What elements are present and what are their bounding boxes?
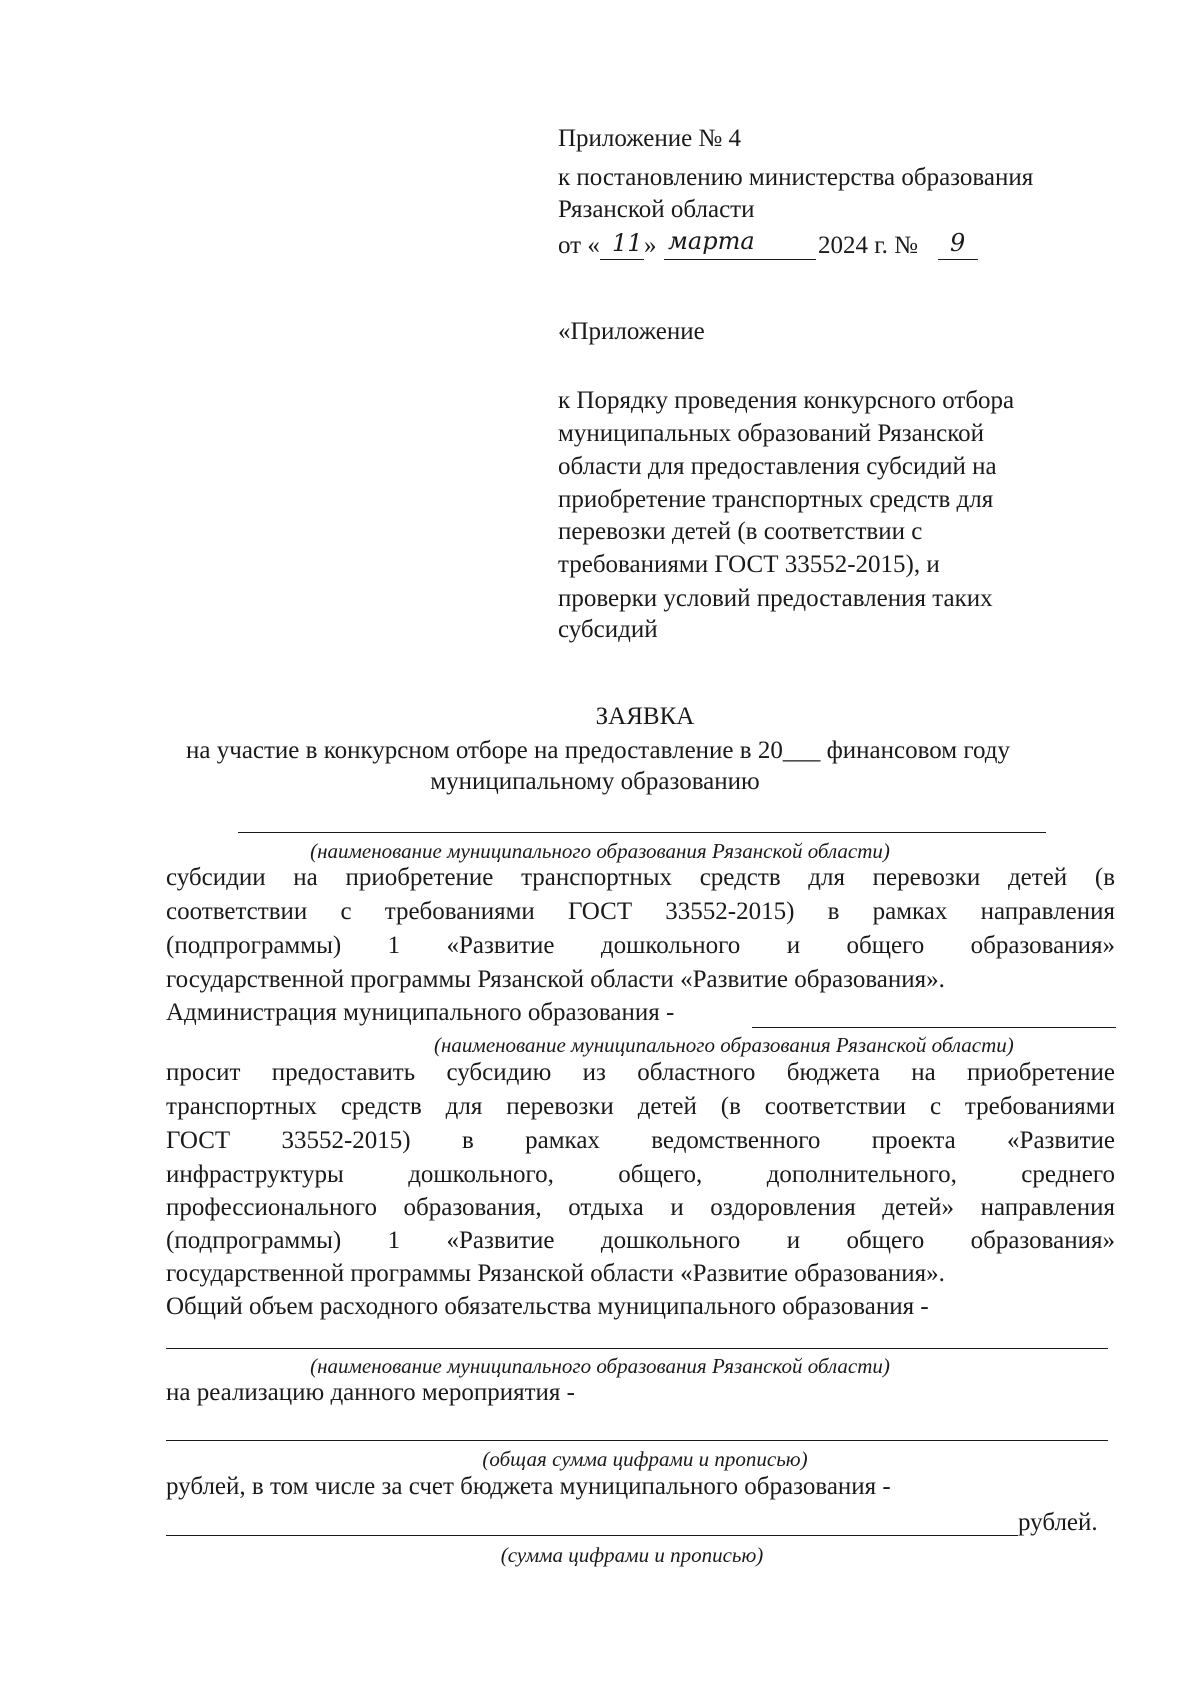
caption-mo-2: (наименование муниципального образования Рязанской области) [434, 1033, 1014, 1057]
mo-name-blank-1 [238, 832, 1046, 833]
header-date-year: 2024 г. № [818, 232, 919, 259]
handwritten-number: 9 [950, 229, 966, 257]
municipal-sum-blank [166, 1535, 1018, 1536]
handwritten-day: 11 [612, 229, 643, 257]
paragraph-1-last: государственной программы Рязанской области «Развитие образования». [166, 966, 945, 993]
header-line-2: к постановлению министерства образования [558, 164, 1034, 191]
total-blank [166, 1348, 1108, 1349]
appendix-line: области для предоставления субсидий на [558, 453, 997, 480]
application-subtitle-2: муниципальному образованию [430, 768, 760, 795]
caption-sum: (сумма цифрами и прописью) [500, 1543, 764, 1567]
realization-line: на реализацию данного мероприятия - [166, 1379, 575, 1406]
rubles-line: рублей, в том числе за счет бюджета муниципального образования - [166, 1473, 891, 1500]
application-subtitle-1: на участие в конкурсном отборе на предоставление в 20___ финансовом году [186, 737, 1010, 764]
paragraph-1-line: субсидии на приобретение транспортных средств для перевозки детей (в [166, 864, 1115, 891]
appendix-line: требованиями ГОСТ 33552-2015), и [558, 551, 940, 578]
appendix-line: проверки условий предоставления таких [558, 585, 993, 612]
appendix-line: к Порядку проведения конкурсного отбора [558, 387, 1015, 414]
paragraph-2-line: транспортных средств для перевозки детей (в соответствии с требованиями [166, 1093, 1115, 1120]
total-line: Общий объем расходного обязательства муниципального образования - [166, 1293, 929, 1320]
admin-name-blank [752, 1027, 1116, 1028]
caption-total-sum: (общая сумма цифрами и прописью) [482, 1447, 808, 1471]
paragraph-2-line: просит предоставить субсидию из областного бюджета на приобретение [166, 1059, 1115, 1086]
application-title: ЗАЯВКА [595, 703, 695, 730]
appendix-line: перевозки детей (в соответствии с [558, 518, 923, 545]
appendix-title: «Приложение [558, 318, 705, 345]
rubles-end: рублей. [1018, 1509, 1098, 1536]
paragraph-2-last: государственной программы Рязанской области «Развитие образования». [166, 1260, 945, 1287]
header-date-prefix: от « [558, 232, 600, 259]
admin-line: Администрация муниципального образования - [166, 999, 675, 1026]
paragraph-1-line: соответствии с требованиями ГОСТ 33552-2015) в рамках направления [166, 898, 1115, 925]
handwritten-month: марта [668, 227, 755, 255]
header-line-3: Рязанской области [558, 196, 755, 223]
paragraph-2-line: (подпрограммы) 1 «Развитие дошкольного и общего образования» [166, 1227, 1115, 1254]
appendix-line: муниципальных образований Рязанской [558, 420, 984, 447]
appendix-line: субсидий [558, 616, 658, 643]
caption-mo-3: (наименование муниципального образования Рязанской области) [310, 1354, 890, 1378]
appendix-line: приобретение транспортных средств для [558, 486, 994, 513]
total-sum-blank [166, 1440, 1108, 1441]
paragraph-2-line: инфраструктуры дошкольного, общего, дополнительного, среднего [166, 1161, 1115, 1188]
header-date-mid: » [644, 232, 657, 259]
paragraph-2-line: ГОСТ 33552-2015) в рамках ведомственного проекта «Развитие [166, 1127, 1115, 1154]
paragraph-2-line: профессионального образования, отдыха и оздоровления детей» направления [166, 1194, 1115, 1221]
date-month-underline [664, 259, 816, 260]
header-line-1: Приложение № 4 [558, 125, 742, 152]
caption-mo-1: (наименование муниципального образования Рязанской области) [310, 839, 890, 863]
paragraph-1-line: (подпрограммы) 1 «Развитие дошкольного и общего образования» [166, 932, 1115, 959]
number-underline [938, 259, 978, 260]
date-day-underline [600, 259, 644, 260]
